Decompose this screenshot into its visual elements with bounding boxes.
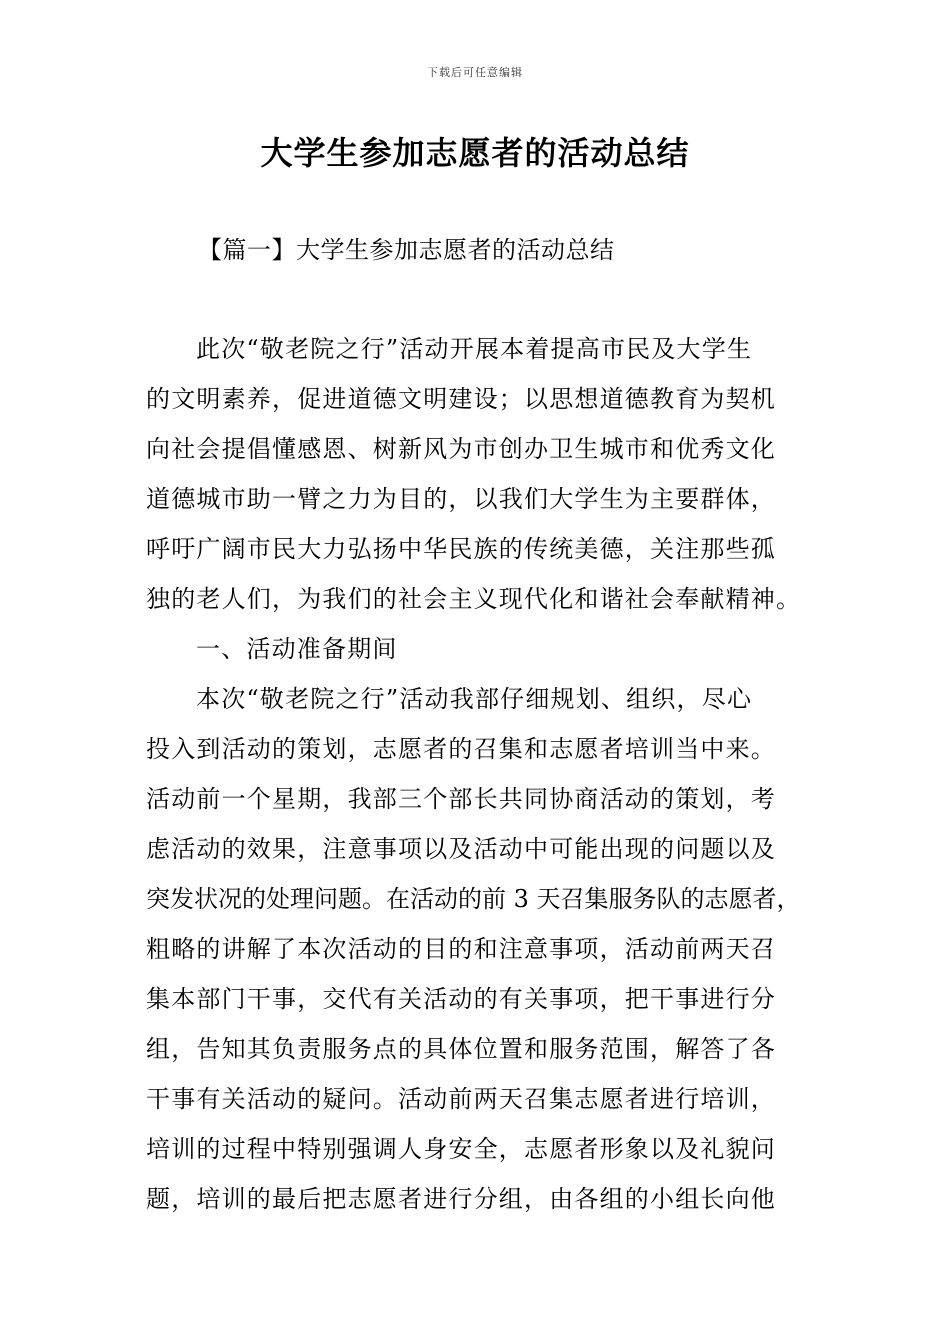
- paragraph-line: 虑活动的效果，注意事项以及活动中可能出现的问题以及: [146, 835, 776, 863]
- paragraph-line: 题，培训的最后把志愿者进行分组，由各组的小组长向他: [146, 1185, 776, 1213]
- paragraph-line: 突发状况的处理问题。在活动的前 3 天召集服务队的志愿者，: [146, 885, 801, 913]
- document-title: 大学生参加志愿者的活动总结: [260, 134, 690, 172]
- paragraph-line: 培训的过程中特别强调人身安全，志愿者形象以及礼貌问: [146, 1135, 776, 1163]
- paragraph-line: 投入到活动的策划，志愿者的召集和志愿者培训当中来。: [146, 735, 776, 763]
- header-note: 下载后可任意编辑: [427, 66, 523, 79]
- paragraph-line: 向社会提倡懂感恩、树新风为市创办卫生城市和优秀文化: [146, 435, 776, 463]
- paragraph-line: 道德城市助一臂之力为目的，以我们大学生为主要群体，: [146, 485, 776, 513]
- paragraph-line: 此次“敬老院之行”活动开展本着提高市民及大学生: [196, 335, 753, 363]
- body-text: [146, 331, 836, 1231]
- paragraph-line: 呼吁广阔市民大力弘扬中华民族的传统美德，关注那些孤: [146, 535, 776, 563]
- paragraph-line: 的文明素养，促进道德文明建设；以思想道德教育为契机: [146, 385, 776, 413]
- subheading-line: 一、活动准备期间: [196, 635, 398, 663]
- paragraph-line: 本次“敬老院之行”活动我部仔细规划、组织，尽心: [196, 685, 753, 713]
- section-title: 【篇一】大学生参加志愿者的活动总结: [198, 236, 615, 264]
- paragraph-line: 活动前一个星期，我部三个部长共同协商活动的策划，考: [146, 785, 776, 813]
- paragraph-line: 组，告知其负责服务点的具体位置和服务范围，解答了各: [146, 1035, 776, 1063]
- paragraph-line: 集本部门干事，交代有关活动的有关事项，把干事进行分: [146, 985, 776, 1013]
- paragraph-line: 独的老人们，为我们的社会主义现代化和谐社会奉献精神。: [146, 585, 802, 613]
- paragraph-line: 粗略的讲解了本次活动的目的和注意事项，活动前两天召: [146, 935, 776, 963]
- paragraph-line: 干事有关活动的疑问。活动前两天召集志愿者进行培训，: [146, 1085, 776, 1113]
